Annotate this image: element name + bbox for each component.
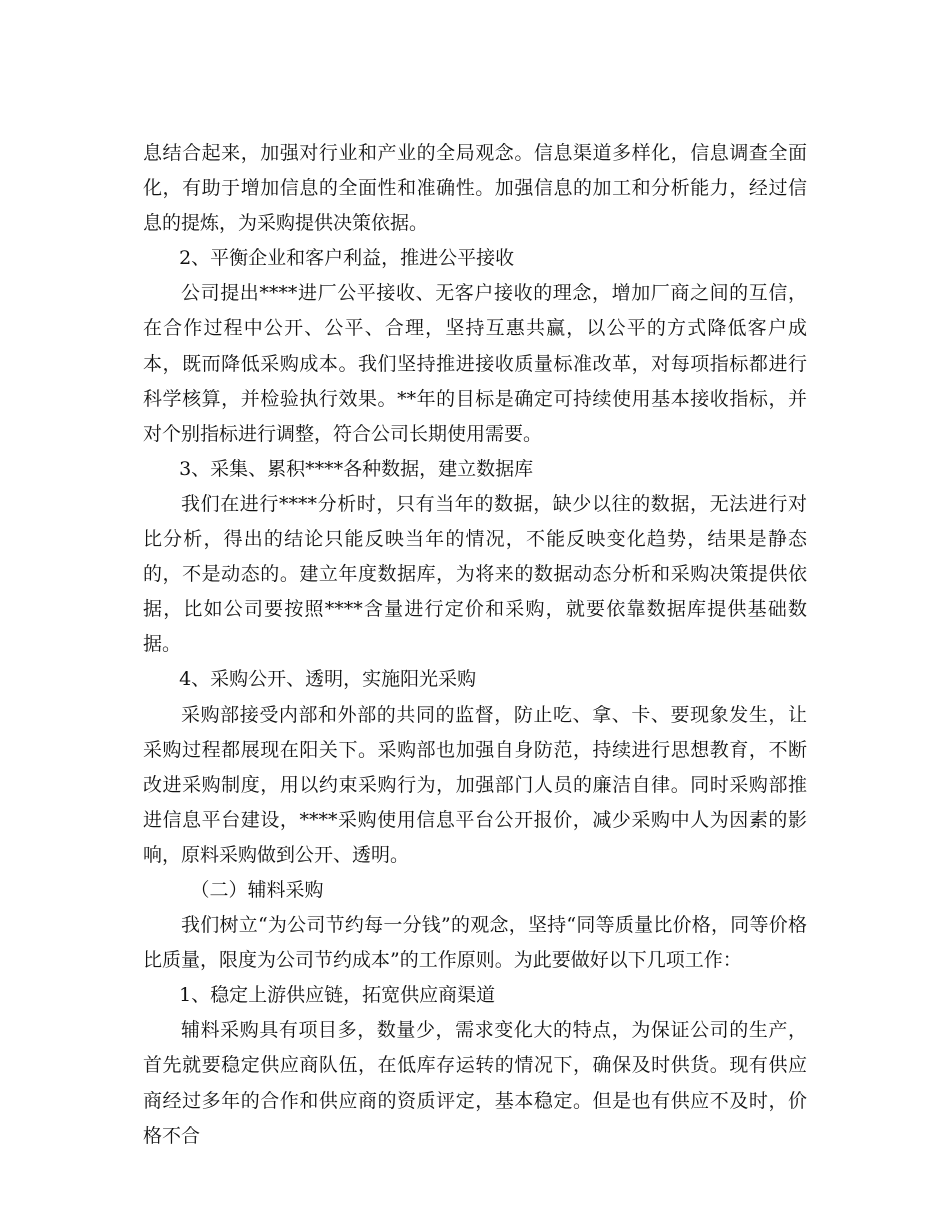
paragraph-database: 我们在进行****分析时，只有当年的数据，缺少以往的数据，无法进行对比分析，得出的结论只能反映当年的情况，不能反映变化趋势，结果是静态的，不是动态的。建立年度数据库，为将来的数据动态分析和采购决策提供依据，比如公司要按照****含量进行定价和采购，就要依靠数据库提供基础数据。 xyxy=(143,492,807,656)
paragraph-continued: 息结合起来，加强对行业和产业的全局观念。信息渠道多样化，信息调查全面化，有助于增加信息的全面性和准确性。加强信息的加工和分析能力，经过信息的提炼，为采购提供决策依据。 xyxy=(143,142,807,235)
section-heading-balance-interests: 2、平衡企业和客户利益，推进公平接收 xyxy=(179,247,515,270)
section-heading-database: 3、采集、累积****各种数据，建立数据库 xyxy=(179,457,534,480)
paragraph-auxiliary-principles: 我们树立“为公司节约每一分钱”的观念，坚持“同等质量比价格，同等价格比质量，限度为公司节约成本”的工作原则。为此要做好以下几项工作： xyxy=(143,914,807,972)
section-heading-transparent-purchasing: 4、采购公开、透明，实施阳光采购 xyxy=(179,668,477,691)
document-page xyxy=(143,136,807,1154)
section-heading-auxiliary-purchasing: （二）辅料采购 xyxy=(190,878,324,901)
paragraph-fair-receiving: 公司提出****进厂公平接收、无客户接收的理念，增加厂商之间的互信，在合作过程中公开、公平、合理，坚持互惠共赢，以公平的方式降低客户成本，既而降低采购成本。我们坚持推进接收质量标准改革，对每项指标都进行科学核算，并检验执行效果。**年的目标是确定可持续使用基本接收指标，并对个别指标进行调整，符合公司长期使用需要。 xyxy=(143,282,807,445)
paragraph-transparent-purchasing: 采购部接受内部和外部的共同的监督，防止吃、拿、卡、要现象发生，让采购过程都展现在阳关下。采购部也加强自身防范，持续进行思想教育，不断改进采购制度，用以约束采购行为，加强部门人员的廉洁自律。同时采购部推进信息平台建设，****采购使用信息平台公开报价，减少采购中人为因素的影响，原料采购做到公开、透明。 xyxy=(143,703,807,866)
section-heading-supply-chain: 1、稳定上游供应链，拓宽供应商渠道 xyxy=(179,984,496,1007)
paragraph-supply-chain: 辅料采购具有项目多，数量少，需求变化大的特点，为保证公司的生产，首先就要稳定供应商队伍，在低库存运转的情况下，确保及时供货。现有供应商经过多年的合作和供应商的资质评定，基本稳定。但是也有供应不及时，价格不合 xyxy=(143,1019,807,1147)
